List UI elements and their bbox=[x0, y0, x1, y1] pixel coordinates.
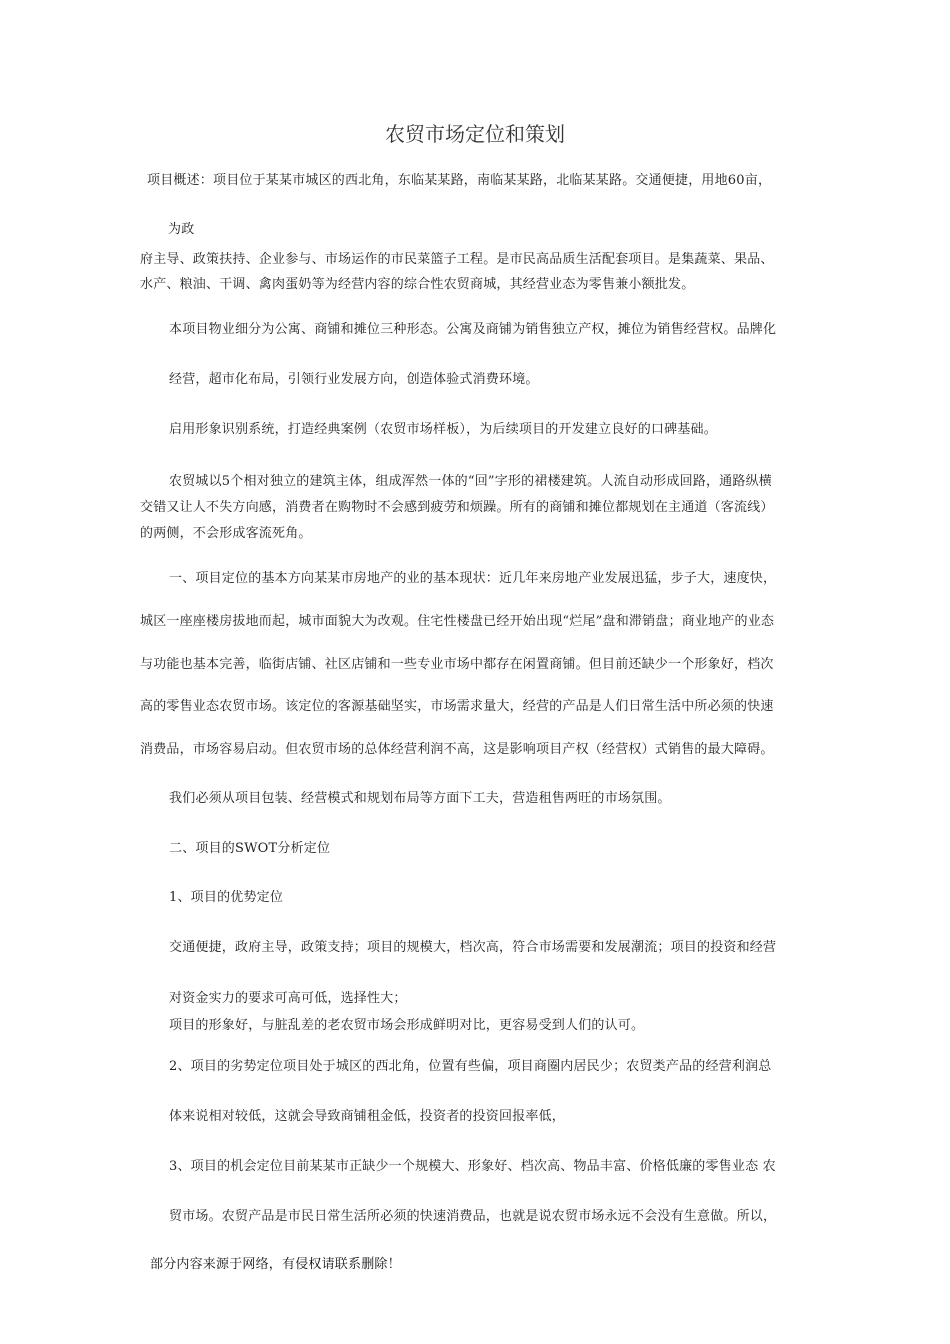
text-line-14: 高的零售业态农贸市场。该定位的客源基础坚实，市场需求量大，经营的产品是人们日常生活中所必须的快速 bbox=[140, 699, 774, 714]
text-line-18: 1、项目的优势定位 bbox=[169, 890, 284, 905]
text-line-1: 项目概述：项目位于某某市城区的西北角，东临某某路，南临某某路，北临某某路。交通便捷，用地60亩， bbox=[147, 173, 772, 188]
text-line-24: 3、项目的机会定位目前某某市正缺少一个规模大、形象好、档次高、物品丰富、价格低廉的零售业态 农 bbox=[169, 1159, 776, 1174]
text-line-9: 交错又让人不失方向感，消费者在购物时不会感到疲劳和烦躁。所有的商铺和摊位都规划在主通道（客流线） bbox=[140, 500, 774, 515]
text-line-10: 的两侧，不会形成客流死角。 bbox=[140, 526, 312, 541]
text-line-16: 我们必须从项目包装、经营模式和规划布局等方面下工夫，营造租售两旺的市场氛围。 bbox=[169, 791, 671, 806]
text-line-6: 经营，超市化布局，引领行业发展方向，创造体验式消费环境。 bbox=[169, 372, 539, 387]
text-line-21: 项目的形象好，与脏乱差的老农贸市场会形成鲜明对比，更容易受到人们的认可。 bbox=[169, 1018, 645, 1033]
text-line-20: 对资金实力的要求可高可低，选择性大； bbox=[169, 991, 407, 1006]
text-line-19: 交通便捷，政府主导，政策支持；项目的规模大，档次高，符合市场需要和发展潮流；项目的投资和经营 bbox=[169, 940, 777, 955]
text-line-25: 贸市场。农贸产品是市民日常生活所必须的快速消费品，也就是说农贸市场永远不会没有生意做。所以， bbox=[169, 1209, 777, 1224]
text-line-13: 与功能也基本完善，临街店铺、社区店铺和一些专业市场中都存在闲置商铺。但目前还缺少一个形象好，档次 bbox=[140, 657, 774, 672]
text-line-17: 二、项目的SWOT分析定位 bbox=[169, 841, 331, 856]
text-line-2: 为政 bbox=[168, 222, 195, 237]
text-line-8: 农贸城以5个相对独立的建筑主体，组成浑然一体的“回”字形的裙楼建筑。人流自动形成回路，通路纵横 bbox=[169, 474, 772, 489]
text-line-11: 一、项目定位的基本方向某某市房地产的业的基本现状：近几年来房地产业发展迅猛，步子大，速度快， bbox=[169, 571, 777, 586]
text-line-23: 体来说相对较低，这就会导致商铺租金低，投资者的投资回报率低， bbox=[169, 1109, 566, 1124]
text-line-3: 府主导、政策扶持、企业参与、市场运作的市民菜篮子工程。是市民高品质生活配套项目。是集蔬菜、果品、 bbox=[140, 252, 774, 267]
text-line-15: 消费品，市场容易启动。但农贸市场的总体经营利润不高，这是影响项目产权（经营权）式销售的最大障碍。 bbox=[140, 742, 774, 757]
text-line-12: 城区一座座楼房拔地而起，城市面貌大为改观。住宅性楼盘已经开始出现“烂尾”盘和滞销盘；商业地产的业态 bbox=[140, 614, 775, 629]
document-title: 农贸市场定位和策划 bbox=[385, 122, 565, 146]
text-line-4: 水产、粮油、干调、禽肉蛋奶等为经营内容的综合性农贸商城，其经营业态为零售兼小额批发。 bbox=[140, 277, 695, 292]
text-line-22: 2、项目的劣势定位项目处于城区的西北角，位置有些偏，项目商圈内居民少；农贸类产品的经营利润总 bbox=[169, 1059, 772, 1074]
footer-disclaimer: 部分内容来源于网络，有侵权请联系删除！ bbox=[150, 1257, 401, 1272]
text-line-7: 启用形象识别系统，打造经典案例（农贸市场样板），为后续项目的开发建立良好的口碑基础。 bbox=[169, 422, 717, 437]
text-line-5: 本项目物业细分为公寓、商铺和摊位三种形态。公寓及商铺为销售独立产权，摊位为销售经营权。品牌化 bbox=[169, 322, 777, 337]
